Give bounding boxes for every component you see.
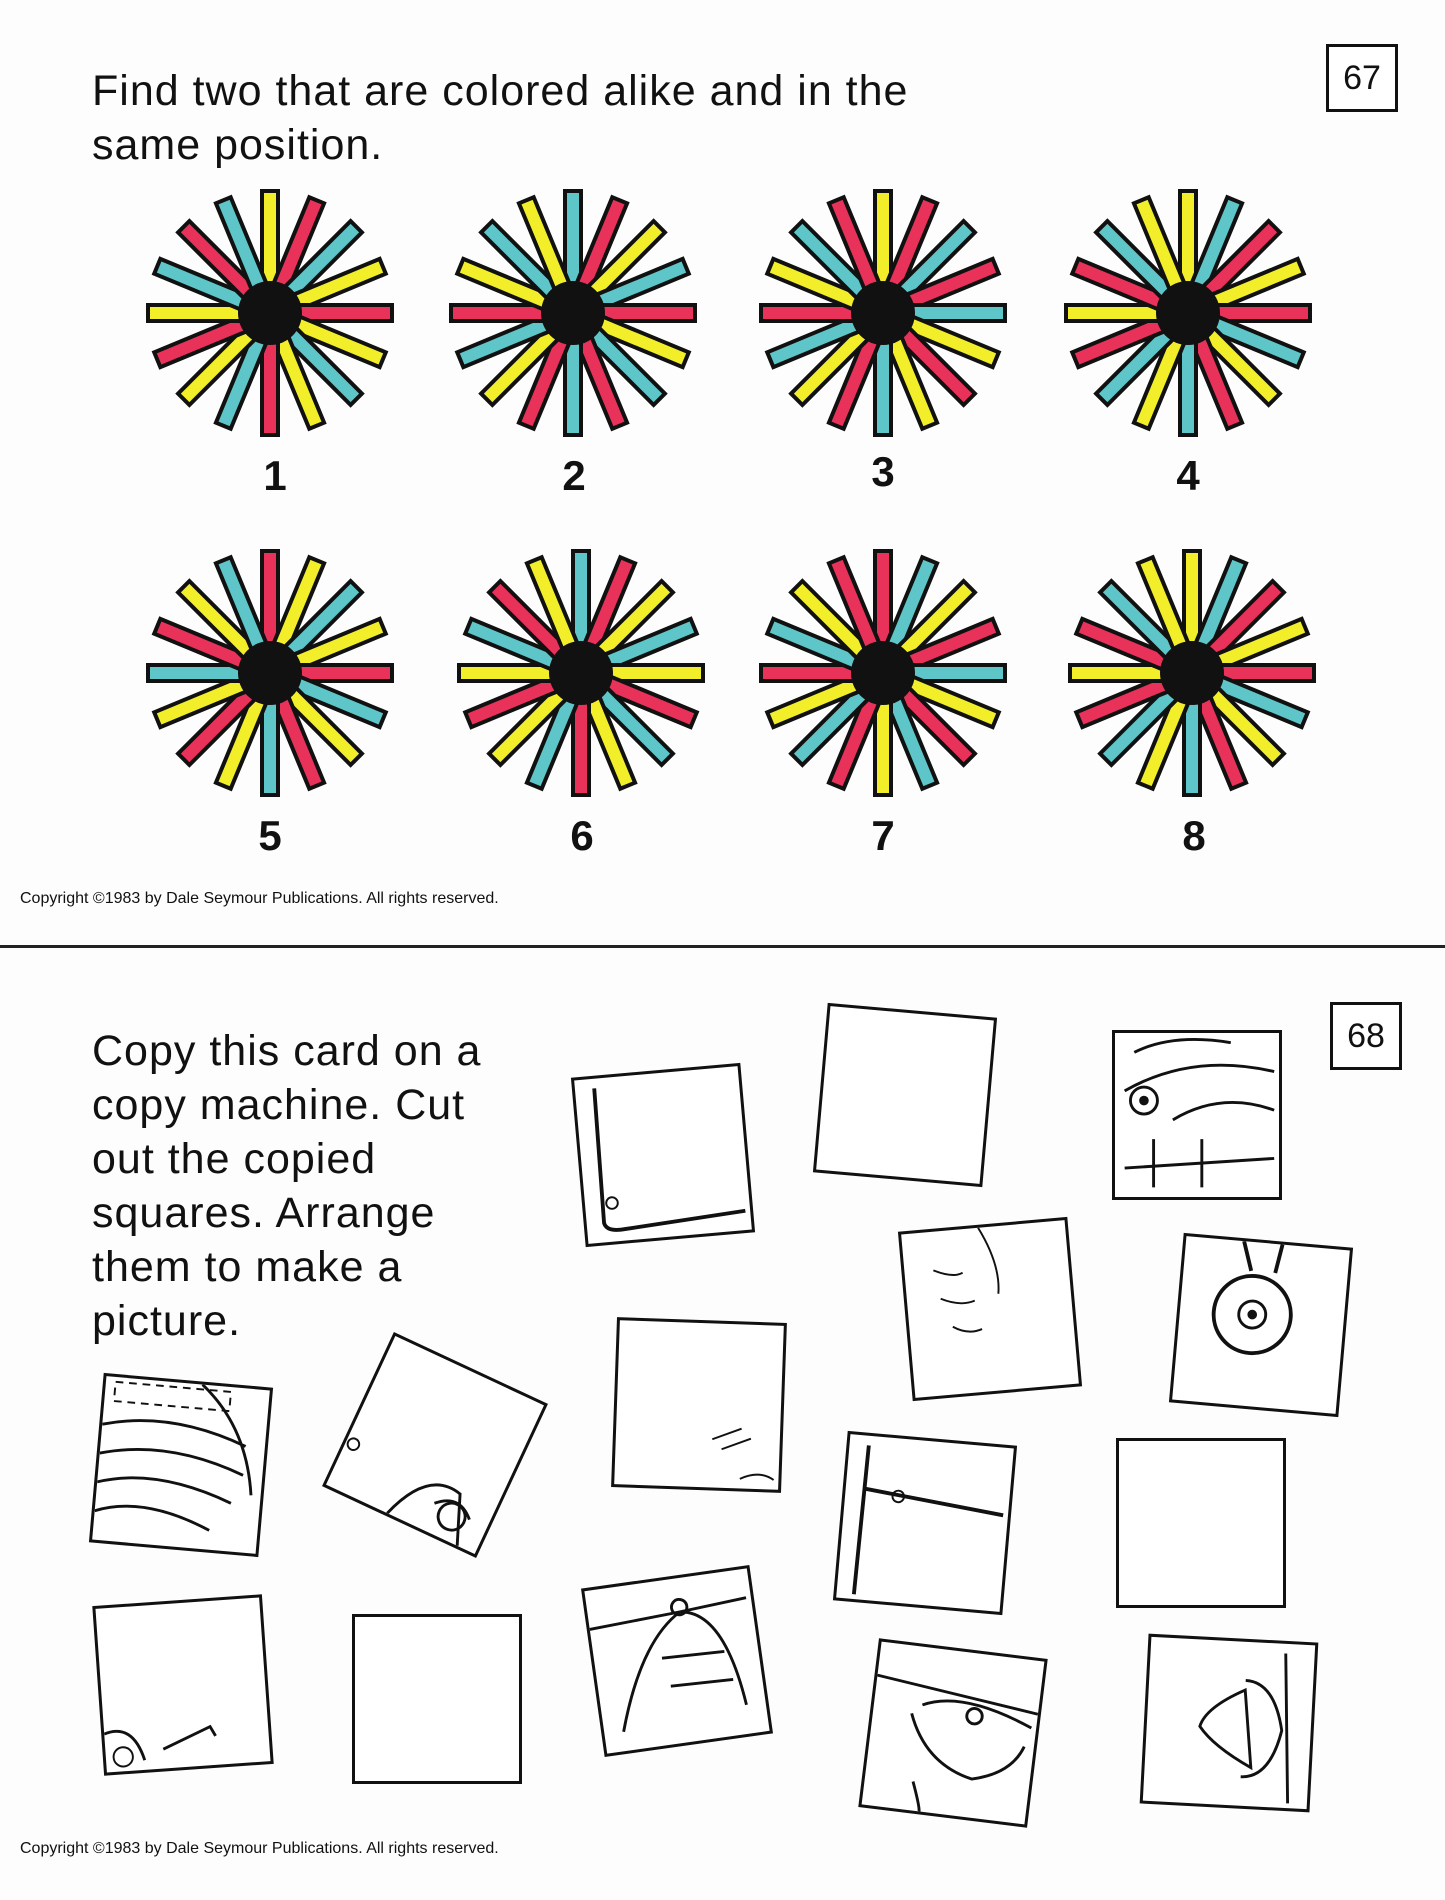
- flower-spoke: [148, 665, 242, 681]
- puzzle-piece[interactable]: [611, 1317, 787, 1493]
- flower-label-8: 8: [1182, 812, 1206, 859]
- flower-label-6: 6: [570, 812, 594, 859]
- flower-spoke: [875, 551, 891, 645]
- flower-spoke: [1220, 665, 1314, 681]
- puzzle-piece[interactable]: [89, 1373, 273, 1557]
- puzzle-piece[interactable]: [1169, 1233, 1353, 1417]
- flower-2[interactable]: [448, 188, 698, 438]
- flower-spoke: [262, 701, 278, 795]
- flower-spoke: [573, 701, 589, 795]
- puzzle-card-67: [0, 0, 1445, 946]
- instructions-line: same position.: [92, 121, 384, 169]
- flower-spoke: [911, 665, 1005, 681]
- flower-label-4: 4: [1176, 452, 1200, 499]
- flower-spoke: [875, 701, 891, 795]
- flower-label-5: 5: [258, 812, 282, 859]
- instructions-68: [92, 1024, 481, 1348]
- copyright-67: Copyright ©1983 by Dale Seymour Publications. All rights reserved.: [20, 890, 499, 907]
- flower-spoke: [298, 665, 392, 681]
- card-number-67: 67: [1326, 44, 1398, 112]
- flower-center: [238, 281, 302, 345]
- instructions-line: them to make a: [92, 1243, 403, 1291]
- flower-spoke: [601, 305, 695, 321]
- flower-spoke: [1184, 551, 1200, 645]
- flower-spoke: [1180, 191, 1196, 285]
- flower-spoke: [1066, 305, 1160, 321]
- instructions-67: [92, 64, 908, 172]
- puzzle-piece[interactable]: [92, 1594, 273, 1775]
- instructions-line: Copy this card on a: [92, 1027, 482, 1075]
- puzzle-piece[interactable]: [898, 1217, 1082, 1401]
- flower-label-7: 7: [871, 812, 895, 859]
- puzzle-piece[interactable]: [858, 1638, 1047, 1827]
- flower-6[interactable]: [456, 548, 706, 798]
- flower-3[interactable]: [758, 188, 1008, 438]
- flower-center: [1160, 641, 1224, 705]
- instructions-line: copy machine. Cut: [92, 1081, 466, 1129]
- card-number-68: 68: [1330, 1002, 1402, 1070]
- flower-spoke: [761, 305, 855, 321]
- flower-spoke: [262, 341, 278, 435]
- flower-4[interactable]: [1063, 188, 1313, 438]
- flower-center: [238, 641, 302, 705]
- flower-label-3: 3: [871, 448, 895, 495]
- flower-spoke: [875, 191, 891, 285]
- flower-spoke: [875, 341, 891, 435]
- copyright-68: Copyright ©1983 by Dale Seymour Publications. All rights reserved.: [20, 1840, 499, 1857]
- puzzle-piece[interactable]: [1116, 1438, 1286, 1608]
- flower-center: [549, 641, 613, 705]
- puzzle-piece[interactable]: [1112, 1030, 1282, 1200]
- flower-spoke: [148, 305, 242, 321]
- flower-spoke: [565, 341, 581, 435]
- instructions-line: picture.: [92, 1297, 242, 1345]
- instructions-line: squares. Arrange: [92, 1189, 436, 1237]
- flower-spoke: [609, 665, 703, 681]
- flower-spoke: [1180, 341, 1196, 435]
- puzzle-piece[interactable]: [352, 1614, 522, 1784]
- puzzle-piece[interactable]: [1140, 1634, 1319, 1813]
- puzzle-piece[interactable]: [813, 1003, 997, 1187]
- flower-1[interactable]: [145, 188, 395, 438]
- flower-center: [851, 641, 915, 705]
- flower-spoke: [262, 191, 278, 285]
- flower-spoke: [459, 665, 553, 681]
- flower-spoke: [761, 665, 855, 681]
- flower-7[interactable]: [758, 548, 1008, 798]
- flower-spoke: [1184, 701, 1200, 795]
- puzzle-piece[interactable]: [571, 1063, 755, 1247]
- flower-8[interactable]: [1067, 548, 1317, 798]
- flower-spoke: [298, 305, 392, 321]
- flower-center: [541, 281, 605, 345]
- flower-label-2: 2: [562, 452, 586, 499]
- instructions-line: out the copied: [92, 1135, 377, 1183]
- flower-spoke: [1216, 305, 1310, 321]
- flower-label-1: 1: [263, 452, 287, 499]
- flower-spoke: [1070, 665, 1164, 681]
- puzzle-piece[interactable]: [322, 1332, 548, 1558]
- flower-spoke: [573, 551, 589, 645]
- instructions-line: Find two that are colored alike and in the: [92, 67, 909, 115]
- flower-spoke: [911, 305, 1005, 321]
- flower-center: [1156, 281, 1220, 345]
- flower-spoke: [262, 551, 278, 645]
- flower-center: [851, 281, 915, 345]
- flower-5[interactable]: [145, 548, 395, 798]
- flower-spoke: [451, 305, 545, 321]
- puzzle-piece[interactable]: [833, 1431, 1017, 1615]
- puzzle-piece[interactable]: [581, 1565, 773, 1757]
- puzzle-card-68: [0, 948, 1445, 1900]
- flower-spoke: [565, 191, 581, 285]
